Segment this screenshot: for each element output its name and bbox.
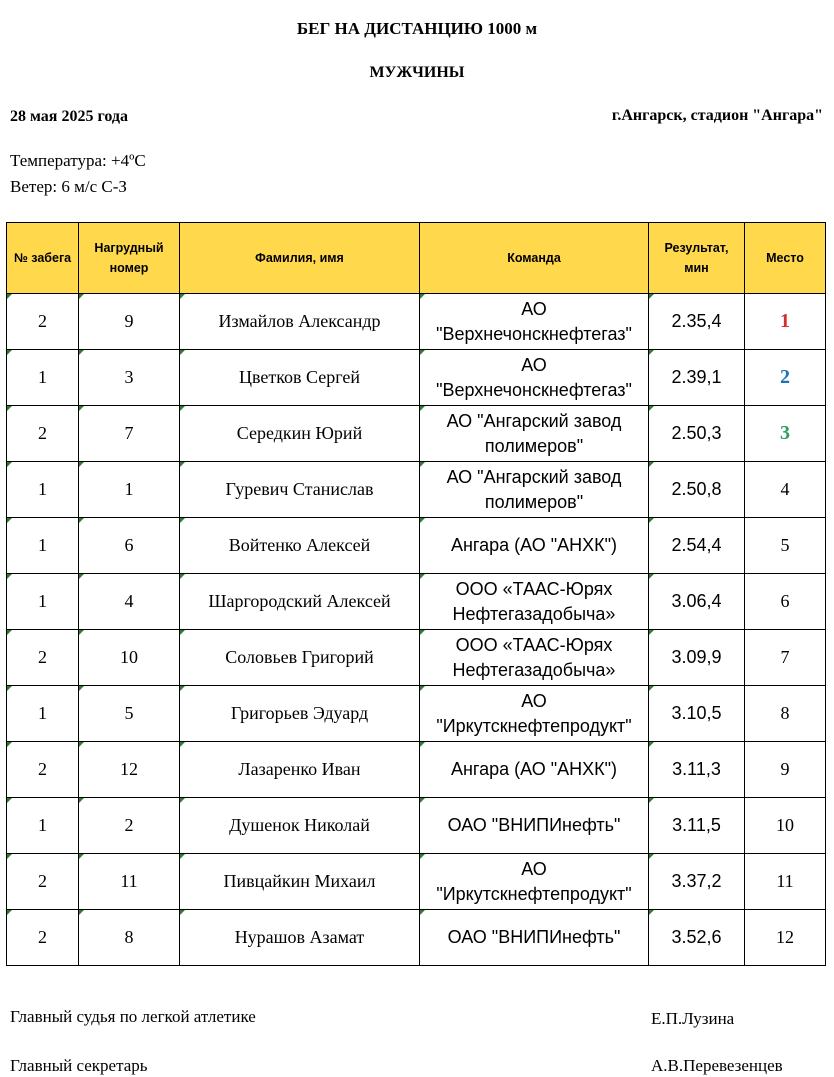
cell-heat: 2 [7, 406, 79, 462]
cell-result: 2.50,3 [649, 406, 745, 462]
place-value: 10 [776, 815, 794, 835]
results-body [7, 294, 826, 966]
header-result: Результат, мин [649, 223, 745, 294]
cell-result: 3.37,2 [649, 854, 745, 910]
table-row [7, 798, 826, 854]
cell-heat: 1 [7, 574, 79, 630]
cell-bib: 12 [79, 742, 180, 798]
cell-heat: 1 [7, 518, 79, 574]
place-value: 8 [780, 703, 790, 723]
cell-bib: 8 [79, 910, 180, 966]
cell-bib: 3 [79, 350, 180, 406]
place-value: 4 [780, 479, 790, 499]
cell-name: Душенок Николай [180, 798, 420, 854]
table-row [7, 518, 826, 574]
cell-result: 3.10,5 [649, 686, 745, 742]
cell-team: Ангара (АО "АНХК") [420, 742, 649, 798]
cell-team: АО "Иркутскнефтепродукт" [420, 854, 649, 910]
cell-name: Цветков Сергей [180, 350, 420, 406]
cell-team: АО "Верхнечонскнефтегаз" [420, 350, 649, 406]
cell-place [745, 574, 826, 630]
cell-place [745, 798, 826, 854]
cell-heat: 1 [7, 686, 79, 742]
cell-place [745, 910, 826, 966]
cell-bib: 10 [79, 630, 180, 686]
table-row [7, 462, 826, 518]
event-place: г.Ангарск, стадион "Ангара" [611, 107, 823, 124]
cell-heat: 1 [7, 462, 79, 518]
cell-place [745, 462, 826, 518]
cell-bib: 2 [79, 798, 180, 854]
table-row [7, 406, 826, 462]
cell-result: 2.35,4 [649, 294, 745, 350]
cell-heat: 1 [7, 350, 79, 406]
place-value: 5 [780, 535, 790, 555]
table-row [7, 854, 826, 910]
results-table [6, 222, 826, 966]
cell-team: ОАО "ВНИПИнефть" [420, 910, 649, 966]
cell-place [745, 350, 826, 406]
cell-place [745, 518, 826, 574]
cell-bib: 6 [79, 518, 180, 574]
header-heat: № забега [7, 223, 79, 294]
header-name: Фамилия, имя [180, 223, 420, 294]
table-row [7, 910, 826, 966]
place-value: 6 [780, 591, 790, 611]
temperature-text: Температура: +4ºC [10, 151, 146, 170]
page-title: БЕГ НА ДИСТАНЦИЮ 1000 м [296, 19, 538, 38]
cell-team: АО "Ангарский завод полимеров" [420, 406, 649, 462]
cell-name: Середкин Юрий [180, 406, 420, 462]
page-subtitle: МУЖЧИНЫ [369, 64, 465, 81]
place-value: 3 [780, 422, 790, 444]
cell-team: ООО «ТААС-Юрях Нефтегазадобыча» [420, 574, 649, 630]
cell-result: 3.52,6 [649, 910, 745, 966]
cell-name: Войтенко Алексей [180, 518, 420, 574]
secretary-name: А.В.Перевезенцев [651, 1056, 783, 1075]
header-team: Команда [420, 223, 649, 294]
cell-name: Соловьев Григорий [180, 630, 420, 686]
table-row [7, 350, 826, 406]
cell-bib: 7 [79, 406, 180, 462]
cell-place [745, 406, 826, 462]
cell-heat: 1 [7, 798, 79, 854]
table-row [7, 630, 826, 686]
cell-heat: 2 [7, 630, 79, 686]
table-row [7, 686, 826, 742]
cell-result: 3.06,4 [649, 574, 745, 630]
cell-place [745, 630, 826, 686]
cell-result: 2.50,8 [649, 462, 745, 518]
place-value: 7 [780, 647, 790, 667]
cell-name: Григорьев Эдуард [180, 686, 420, 742]
cell-bib: 11 [79, 854, 180, 910]
place-value: 12 [776, 927, 794, 947]
cell-name: Гуревич Станислав [180, 462, 420, 518]
cell-place [745, 686, 826, 742]
cell-name: Пивцайкин Михаил [180, 854, 420, 910]
place-value: 11 [776, 871, 794, 891]
cell-team: АО "Иркутскнефтепродукт" [420, 686, 649, 742]
event-date: 28 мая 2025 года [10, 108, 128, 125]
cell-name: Лазаренко Иван [180, 742, 420, 798]
cell-bib: 9 [79, 294, 180, 350]
cell-team: АО "Верхнечонскнефтегаз" [420, 294, 649, 350]
cell-name: Нурашов Азамат [180, 910, 420, 966]
wind-text: Ветер: 6 м/с С-З [10, 177, 127, 196]
cell-team: ООО «ТААС-Юрях Нефтегазадобыча» [420, 630, 649, 686]
cell-place [745, 854, 826, 910]
secretary-label: Главный секретарь [10, 1056, 148, 1075]
table-row [7, 574, 826, 630]
cell-place [745, 742, 826, 798]
cell-team: Ангара (АО "АНХК") [420, 518, 649, 574]
table-row [7, 742, 826, 798]
cell-bib: 5 [79, 686, 180, 742]
cell-name: Шаргородский Алексей [180, 574, 420, 630]
cell-result: 3.11,3 [649, 742, 745, 798]
judge-label: Главный судья по легкой атлетике [10, 1007, 256, 1026]
place-value: 9 [780, 759, 790, 779]
cell-heat: 2 [7, 910, 79, 966]
cell-result: 2.54,4 [649, 518, 745, 574]
place-value: 2 [780, 366, 790, 388]
cell-bib: 4 [79, 574, 180, 630]
cell-result: 2.39,1 [649, 350, 745, 406]
cell-heat: 2 [7, 294, 79, 350]
cell-place [745, 294, 826, 350]
cell-team: ОАО "ВНИПИнефть" [420, 798, 649, 854]
header-place: Место [745, 223, 826, 294]
header-bib: Нагрудный номер [79, 223, 180, 294]
cell-team: АО "Ангарский завод полимеров" [420, 462, 649, 518]
cell-result: 3.09,9 [649, 630, 745, 686]
table-header-row [7, 223, 826, 294]
cell-heat: 2 [7, 854, 79, 910]
place-value: 1 [780, 310, 790, 332]
cell-name: Измайлов Александр [180, 294, 420, 350]
judge-name: Е.П.Лузина [651, 1009, 735, 1028]
table-row [7, 294, 826, 350]
cell-heat: 2 [7, 742, 79, 798]
cell-bib: 1 [79, 462, 180, 518]
cell-result: 3.11,5 [649, 798, 745, 854]
